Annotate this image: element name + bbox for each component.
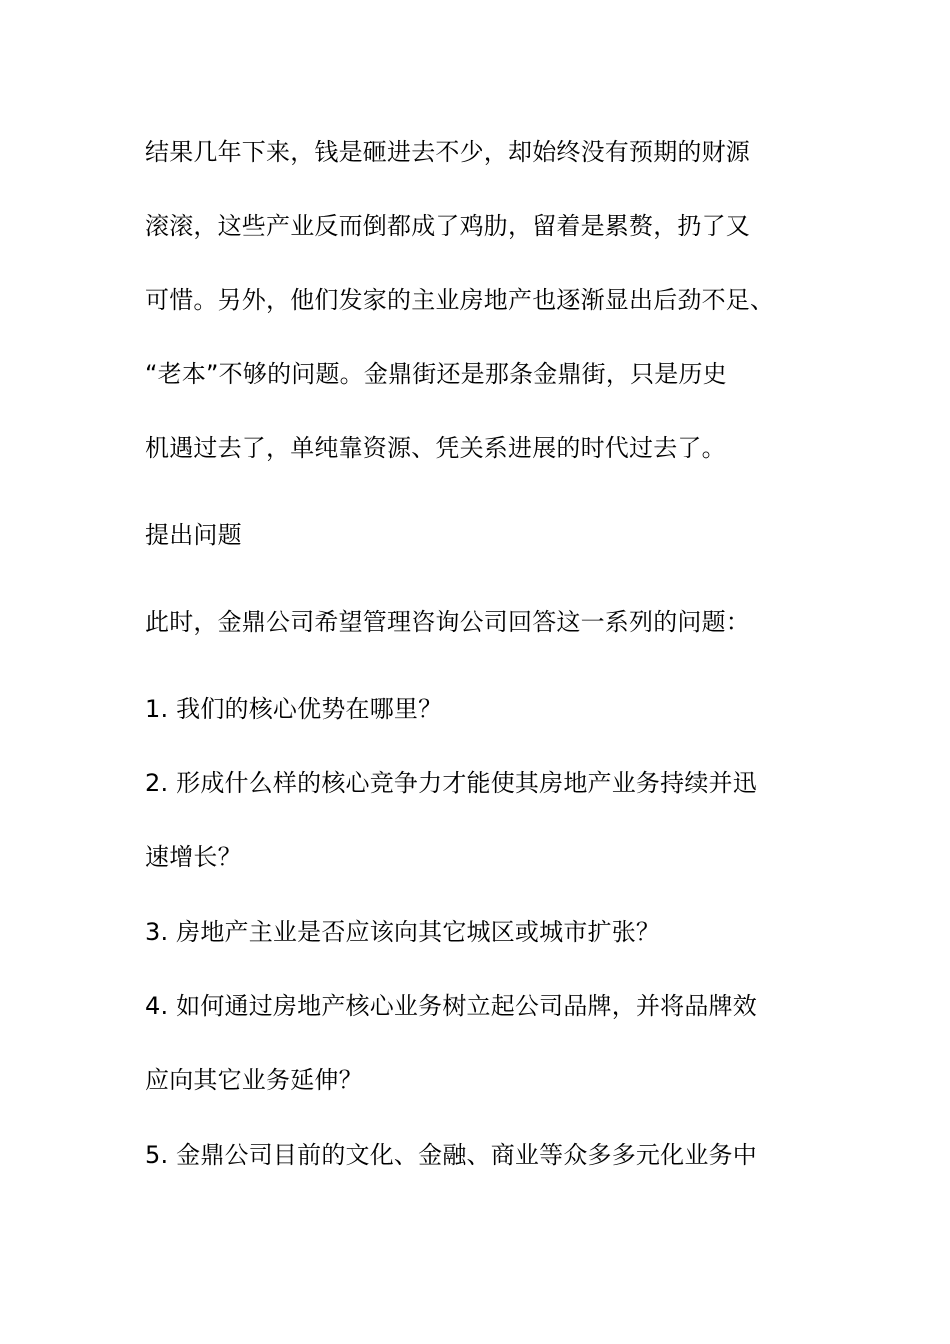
paragraph-line-4: “老本”不够的问题。金鼎街还是那条金鼎街，只是历史 (145, 360, 727, 388)
question-1: 1. 我们的核心优势在哪里？ (145, 695, 443, 723)
question-2-line-2: 速增长？ (145, 843, 242, 871)
section-heading: 提出问题 (145, 521, 242, 549)
intro-question-line: 此时，金鼎公司希望管理咨询公司回答这一系列的问题： (145, 608, 750, 636)
paragraph-line-1: 结果几年下来，钱是砸进去不少，却始终没有预期的财源 (145, 138, 750, 166)
paragraph-line-5: 机遇过去了，单纯靠资源、凭关系进展的时代过去了。 (145, 434, 726, 462)
question-4-line-2: 应向其它业务延伸？ (145, 1066, 363, 1094)
question-4-line-1: 4. 如何通过房地产核心业务树立起公司品牌，并将品牌效 (145, 992, 757, 1020)
question-3: 3. 房地产主业是否应该向其它城区或城市扩张？ (145, 918, 661, 946)
paragraph-line-3: 可惜。另外，他们发家的主业房地产也逐渐显出后劲不足、 (145, 286, 775, 314)
question-2-line-1: 2. 形成什么样的核心竞争力才能使其房地产业务持续并迅 (145, 769, 757, 797)
question-5-line-1: 5. 金鼎公司目前的文化、金融、商业等众多多元化业务中 (145, 1141, 757, 1169)
paragraph-line-2: 滚滚，这些产业反而倒都成了鸡肋，留着是累赘，扔了又 (145, 212, 750, 240)
